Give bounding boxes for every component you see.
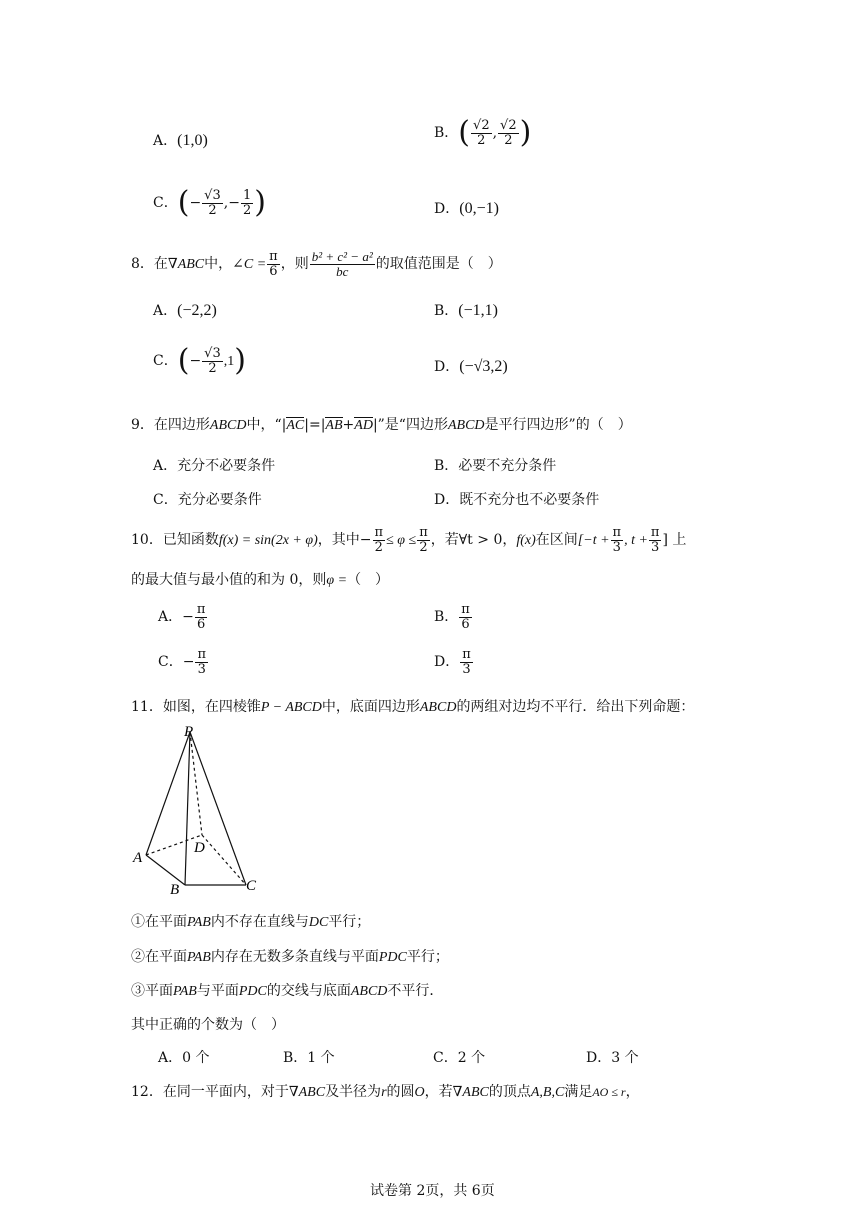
label-d: D: [194, 840, 205, 856]
page-footer: 试卷第 2页，共 6页: [370, 1183, 495, 1199]
q10-stem-line2: 的最大值与最小值的和为 0，则φ =（ ）: [131, 572, 390, 588]
q7-option-d: D．(0,−1): [434, 200, 499, 217]
q7-option-b: B．( $\frac{√2}{2}$ , $\frac{√2}{2}$ ): [434, 115, 532, 150]
q12-stem: 12．在同一平面内，对于∇ABC及半径为r的圆O，若∇ABC的顶点A,B,C满足AO ≤ r，: [131, 1084, 640, 1100]
q11-option-b: B．1 个: [283, 1050, 335, 1066]
edge-ab: [146, 855, 185, 885]
label-c: C: [246, 878, 257, 894]
edge-pc: [190, 732, 246, 885]
pyramid-figure: [128, 720, 268, 900]
q8-option-d: D．(−√3,2): [434, 358, 508, 375]
q9-option-d: D．既不充分也不必要条件: [434, 492, 600, 508]
q11-option-d: D．3 个: [586, 1050, 639, 1066]
q11-statement-2: ②在平面PAB内存在无数多条直线与平面PDC平行；: [131, 949, 449, 965]
label-b: B: [170, 882, 180, 898]
label-a: A: [133, 850, 143, 866]
q11-option-c: C．2 个: [433, 1050, 486, 1066]
q11-stem: 11．如图，在四棱锥P − ABCD中，底面四边形ABCD的两组对边均不平行．给出下列命题：: [131, 699, 695, 715]
q11-count-question: 其中正确的个数为（ ）: [131, 1017, 285, 1033]
edge-pa: [146, 732, 190, 855]
q7-option-c: C．(− $\frac{√3}{2}$ ,− $\frac{1}{2}$ ): [153, 185, 266, 220]
q9-option-c: C．充分必要条件: [153, 492, 262, 508]
q10-option-d: D． $\frac{\pi}{3}$: [434, 647, 471, 677]
label-p: P: [184, 724, 194, 740]
q7-option-a: A．(1,0): [153, 132, 208, 149]
q9-option-a: A．充分不必要条件: [153, 458, 276, 474]
q7-option-a-value: (1,0): [177, 132, 208, 149]
edge-dc: [202, 835, 246, 885]
q10-stem-line1: 10．已知函数f(x) = sin(2x + φ)，其中− $\frac{\pi}{2}$ ≤ φ ≤ $\frac{\pi}{2}$ ，若∀t > 0，f(x)在区间[−t + $\frac{\pi}{3}$ , t + $\frac{\pi}{3}$ ] 上: [131, 525, 687, 555]
q8-stem: 8．在∇ABC中，∠C = $\frac{\pi}{6}$ ，则 $\frac{\text{b² + c² − a²}}{bc}$ 的取值范围是（ ）: [131, 249, 502, 279]
q10-option-a: A．− $\frac{\pi}{6}$: [158, 602, 206, 632]
q8-option-b: B．(−1,1): [434, 302, 498, 319]
q11-statement-3: ③平面PAB与平面PDC的交线与底面ABCD不平行．: [131, 983, 444, 999]
edge-pb: [185, 732, 190, 885]
q10-option-b: B． $\frac{\pi}{6}$: [434, 602, 470, 632]
q8-option-a: A．(−2,2): [153, 302, 217, 319]
q8-option-c: C．(− $\frac{√3}{2}$ ,1): [153, 343, 246, 378]
q10-option-c: C．− $\frac{\pi}{3}$: [158, 647, 206, 677]
q9-stem: 9．在四边形ABCD中，“|AC|=|AB+AD|”是“四边形ABCD是平行四边形”的（ ）: [131, 417, 632, 433]
q11-option-a: A．0 个: [158, 1050, 210, 1066]
q11-statement-1: ①在平面PAB内不存在直线与DC平行；: [131, 914, 371, 930]
q9-option-b: B．必要不充分条件: [434, 458, 557, 474]
